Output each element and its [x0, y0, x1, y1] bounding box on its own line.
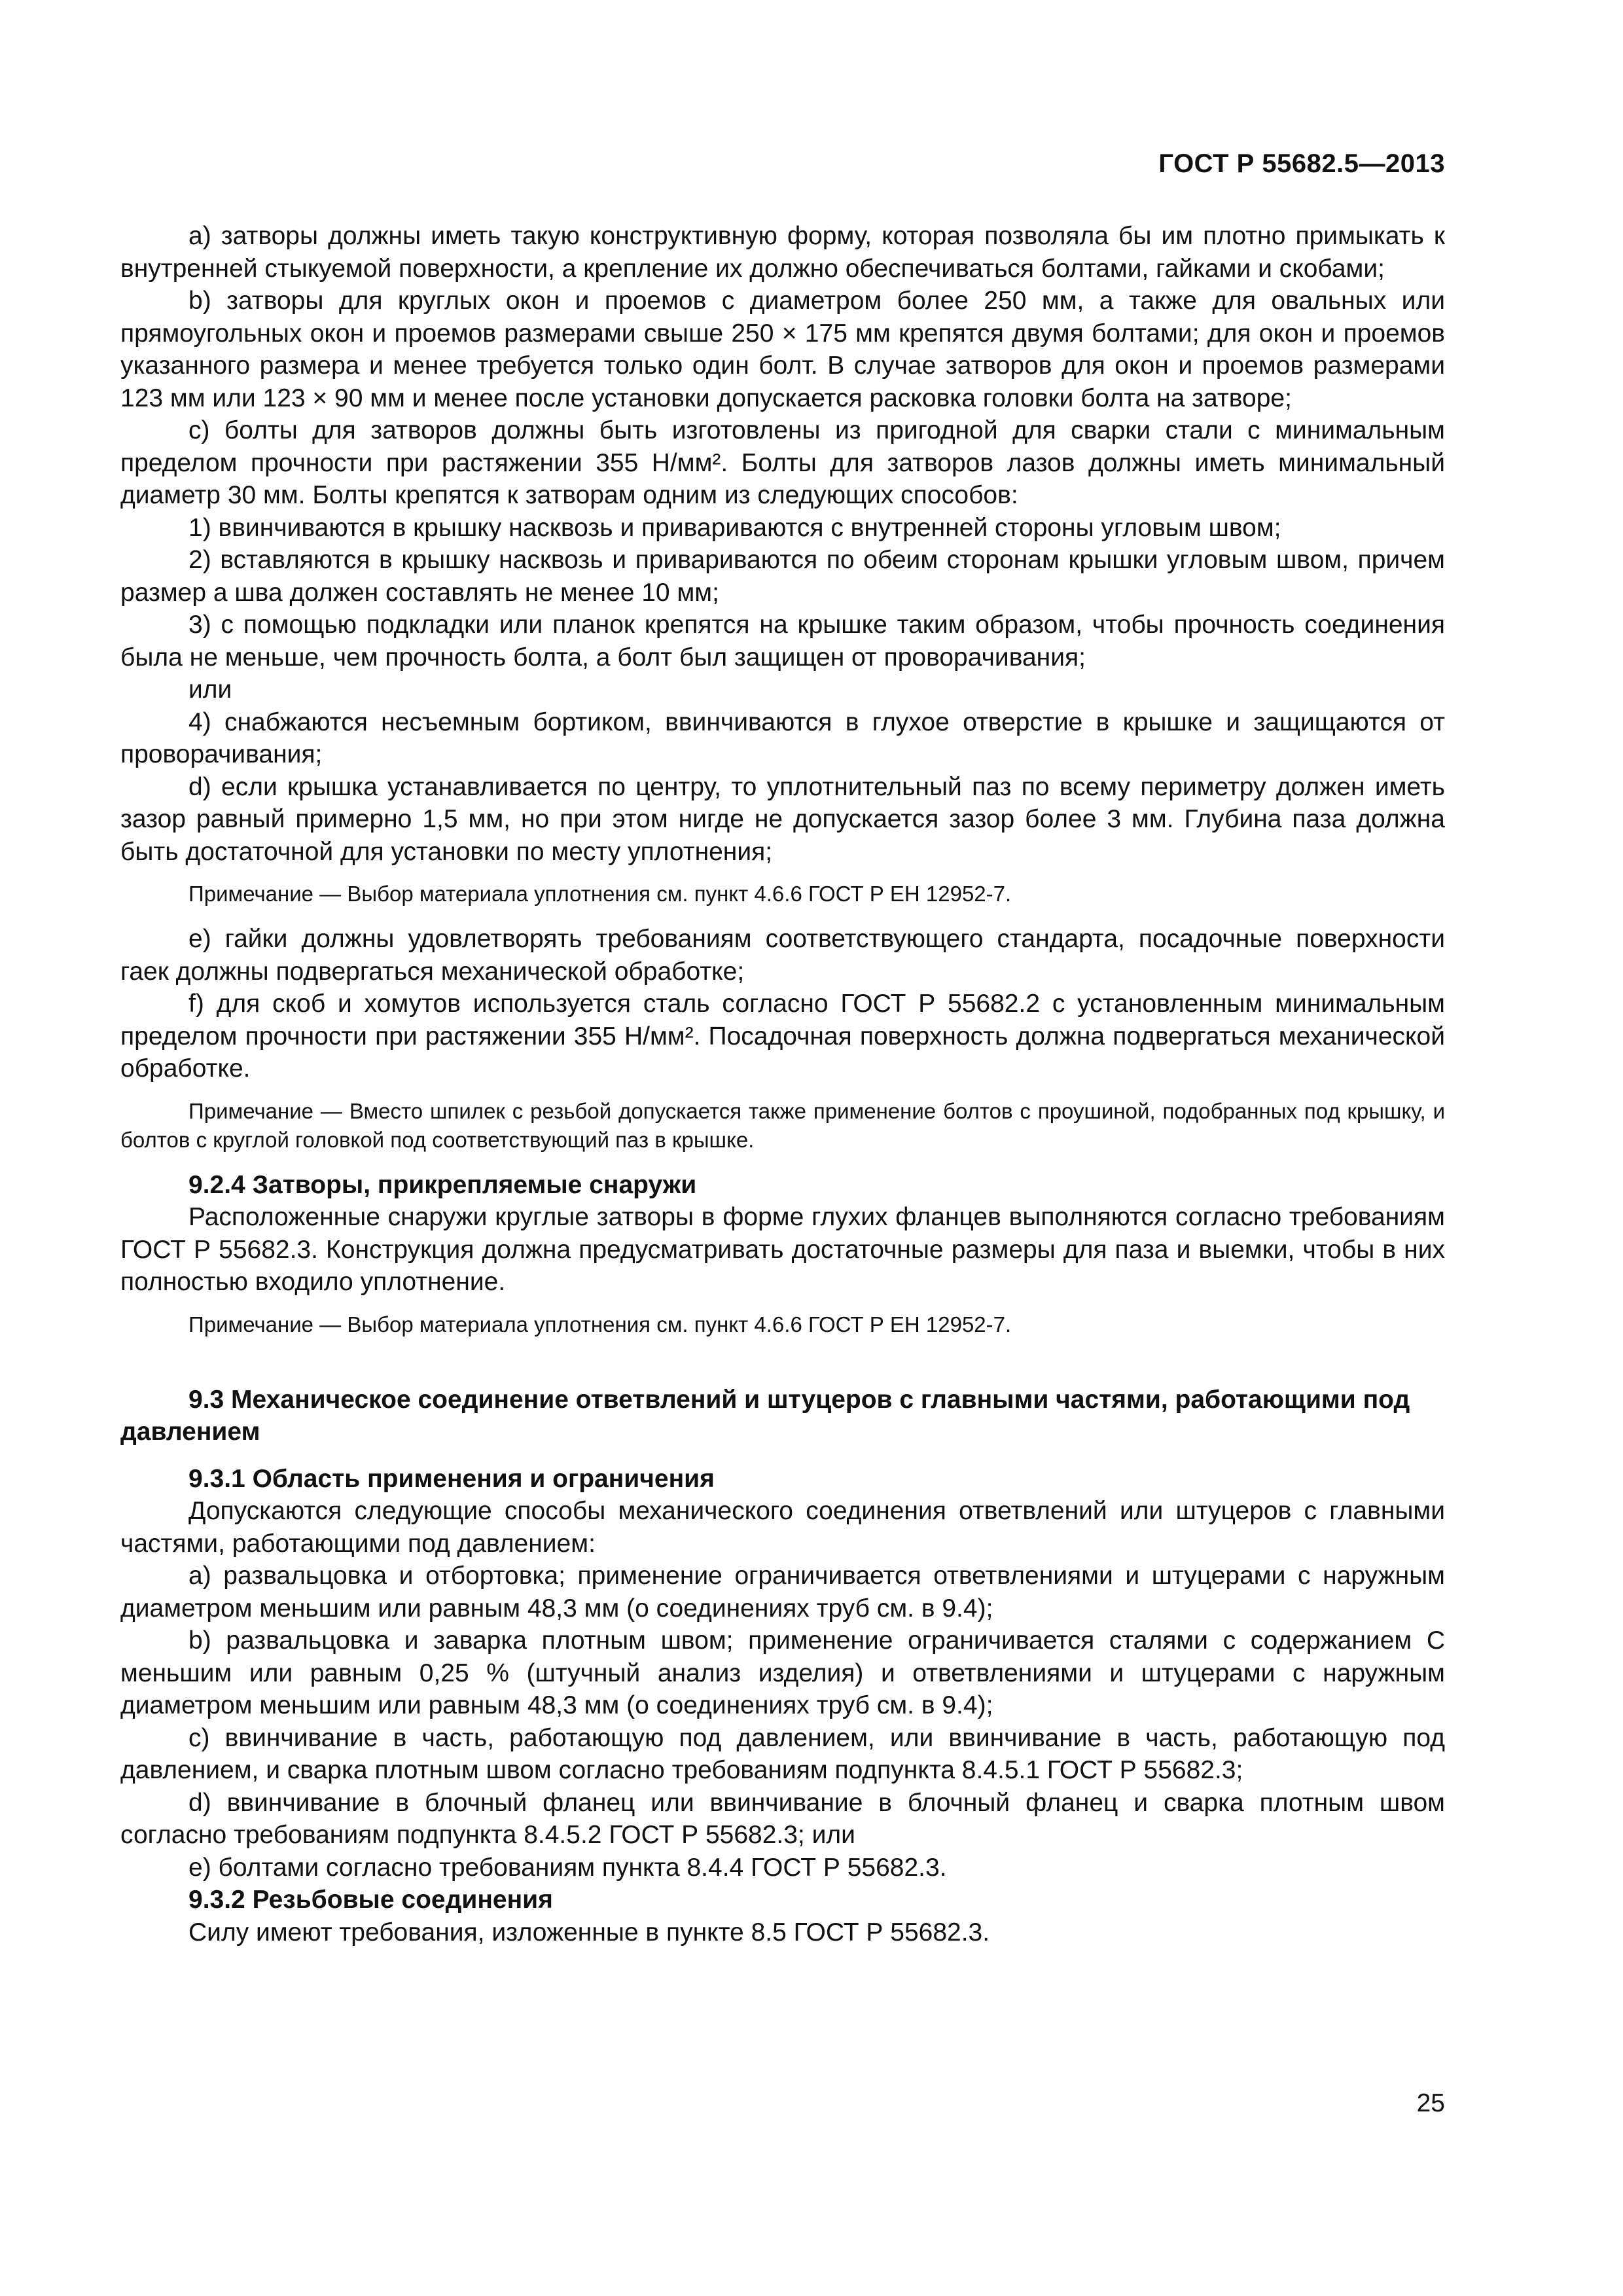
item-c-3-text: 3) с помощью подкладки или планок крепятся на крышке таким образом, чтобы прочность соединения была не меньше, чем прочность болта, а болт был защищен от проворачивания;	[120, 611, 1445, 672]
item-c-4	[120, 706, 1445, 771]
item-c	[120, 414, 1445, 512]
item-9-3-1-c-text: c) ввинчивание в часть, работающую под давлением, или ввинчивание в часть, работающую под давлением, и сварка плотным швом согласно требованиям подпункта 8.4.5.1 ГОСТ Р 55682.3;	[120, 1723, 1445, 1784]
heading-9-3: 9.3 Механическое соединение ответвлений и штуцеров с главными частями, работающими под давлением	[120, 1385, 1410, 1446]
item-c-1	[120, 512, 1445, 545]
item-or	[120, 673, 1445, 706]
note-2-text: Примечание — Вместо шпилек с резьбой допускается также применение болтов с проушиной, подобранных под крышку, и болтов с круглой головкой под соответствующий паз в крышке.	[120, 1098, 1445, 1152]
item-9-3-1-b-text: b) развальцовка и заварка плотным швом; применение ограничивается сталями с содержанием С меньшим или равным 0,25 % (штучный анализ изделия) и ответвлениями и штуцерами с наружным диаметром меньшим или равным 48,3 мм (о соединениях труб см. в 9.4);	[120, 1626, 1445, 1719]
item-a	[120, 220, 1445, 285]
item-f-text: f) для скоб и хомутов используется сталь согласно ГОСТ Р 55682.2 с установленным минимальным пределом прочности при растяжении 355 Н/мм². Посадочная поверхность должна подвергаться механической обработке.	[120, 990, 1445, 1083]
page-number: 25	[1416, 2089, 1445, 2117]
document-header: ГОСТ Р 55682.5—2013	[1158, 149, 1445, 178]
item-c-1-text: 1) ввинчиваются в крышку насквозь и привариваются с внутренней стороны угловым швом;	[188, 513, 1281, 542]
item-9-3-1-e	[120, 1852, 1445, 1884]
item-b-text: b) затворы для круглых окон и проемов с диаметром более 250 мм, а также для овальных или прямоугольных окон и проемов размерами свыше 250 × 175 мм крепятся двумя болтами; для окон и проемов указанного размера и менее требуется только один болт. В случае затворов для окон и проемов размерами 123 мм или 123 × 90 мм и менее после установки допускается расковка головки болта на затворе;	[120, 287, 1445, 412]
note-2	[120, 1097, 1445, 1155]
para-9-3-2-text: Силу имеют требования, изложенные в пункте 8.5 ГОСТ Р 55682.3.	[188, 1918, 990, 1946]
item-e-text: e) гайки должны удовлетворять требованиям соответствующего стандарта, посадочные поверхности гаек должны подвергаться механической обработке;	[120, 925, 1445, 986]
item-c-text: c) болты для затворов должны быть изготовлены из пригодной для сварки стали с минимальным пределом прочности при растяжении 355 Н/мм². Болты для затворов лазов должны иметь минимальный диаметр 30 мм. Болты крепятся к затворам одним из следующих способов:	[120, 416, 1445, 509]
item-d	[120, 771, 1445, 869]
item-c-2-text: 2) вставляются в крышку насквозь и привариваются по обеим сторонам крышки угловым швом, причем размер a шва должен составлять не менее 10 мм;	[120, 546, 1445, 607]
item-9-3-1-a-text: a) развальцовка и отбортовка; применение ограничивается ответвлениями и штуцерами с наружным диаметром меньшим или равным 48,3 мм (о соединениях труб см. в 9.4);	[120, 1562, 1445, 1623]
heading-9-3-1: 9.3.1 Область применения и ограничения	[188, 1464, 715, 1493]
item-c-2	[120, 544, 1445, 609]
item-f	[120, 988, 1445, 1085]
note-1-text: Примечание — Выбор материала уплотнения см. пункт 4.6.6 ГОСТ Р ЕН 12952-7.	[188, 882, 1012, 906]
item-or-text: или	[188, 675, 232, 704]
item-9-3-1-c	[120, 1722, 1445, 1787]
item-e	[120, 923, 1445, 988]
para-9-2-4-text: Расположенные снаружи круглые затворы в форме глухих фланцев выполняются согласно требованиям ГОСТ Р 55682.3. Конструкция должна предусматривать достаточные размеры для паза и выемки, чтобы в них полностью входило уплотнение.	[120, 1203, 1445, 1296]
para-9-3-2	[120, 1916, 1445, 1949]
item-a-text: a) затворы должны иметь такую конструктивную форму, которая позволяла бы им плотно примыкать к внутренней стыкуемой поверхности, а крепление их должно обеспечиваться болтами, гайками и скобами;	[120, 222, 1445, 283]
item-9-3-1-d-text: d) ввинчивание в блочный фланец или ввинчивание в блочный фланец и сварка плотным швом согласно требованиям подпункта 8.4.5.2 ГОСТ Р 55682.3; или	[120, 1788, 1445, 1849]
para-9-2-4	[120, 1201, 1445, 1299]
item-c-4-text: 4) снабжаются несъемным бортиком, ввинчиваются в глухое отверстие в крышке и защищаются от проворачивания;	[120, 708, 1445, 768]
item-d-text: d) если крышка устанавливается по центру, то уплотнительный паз по всему периметру должен иметь зазор равный примерно 1,5 мм, но при этом нигде не допускается зазор более 3 мм. Глубина паза должна быть достаточной для установки по месту уплотнения;	[120, 772, 1445, 866]
heading-9-2-4: 9.2.4 Затворы, прикрепляемые снаружи	[188, 1170, 697, 1199]
heading-9-3-2: 9.3.2 Резьбовые соединения	[188, 1886, 553, 1914]
item-9-3-1-e-text: e) болтами согласно требованиям пункта 8.4.4 ГОСТ Р 55682.3.	[188, 1853, 947, 1882]
note-1	[120, 880, 1445, 908]
para-9-3-1-intro-text: Допускаются следующие способы механического соединения ответвлений или штуцеров с главными частями, работающими под давлением:	[120, 1497, 1445, 1558]
page-content	[120, 220, 1445, 1948]
item-c-3	[120, 609, 1445, 673]
note-3	[120, 1310, 1445, 1339]
item-9-3-1-a	[120, 1560, 1445, 1624]
item-9-3-1-d	[120, 1787, 1445, 1852]
para-9-3-1-intro	[120, 1495, 1445, 1560]
note-3-text: Примечание — Выбор материала уплотнения см. пункт 4.6.6 ГОСТ Р ЕН 12952-7.	[188, 1312, 1012, 1336]
item-9-3-1-b	[120, 1624, 1445, 1722]
item-b	[120, 285, 1445, 414]
